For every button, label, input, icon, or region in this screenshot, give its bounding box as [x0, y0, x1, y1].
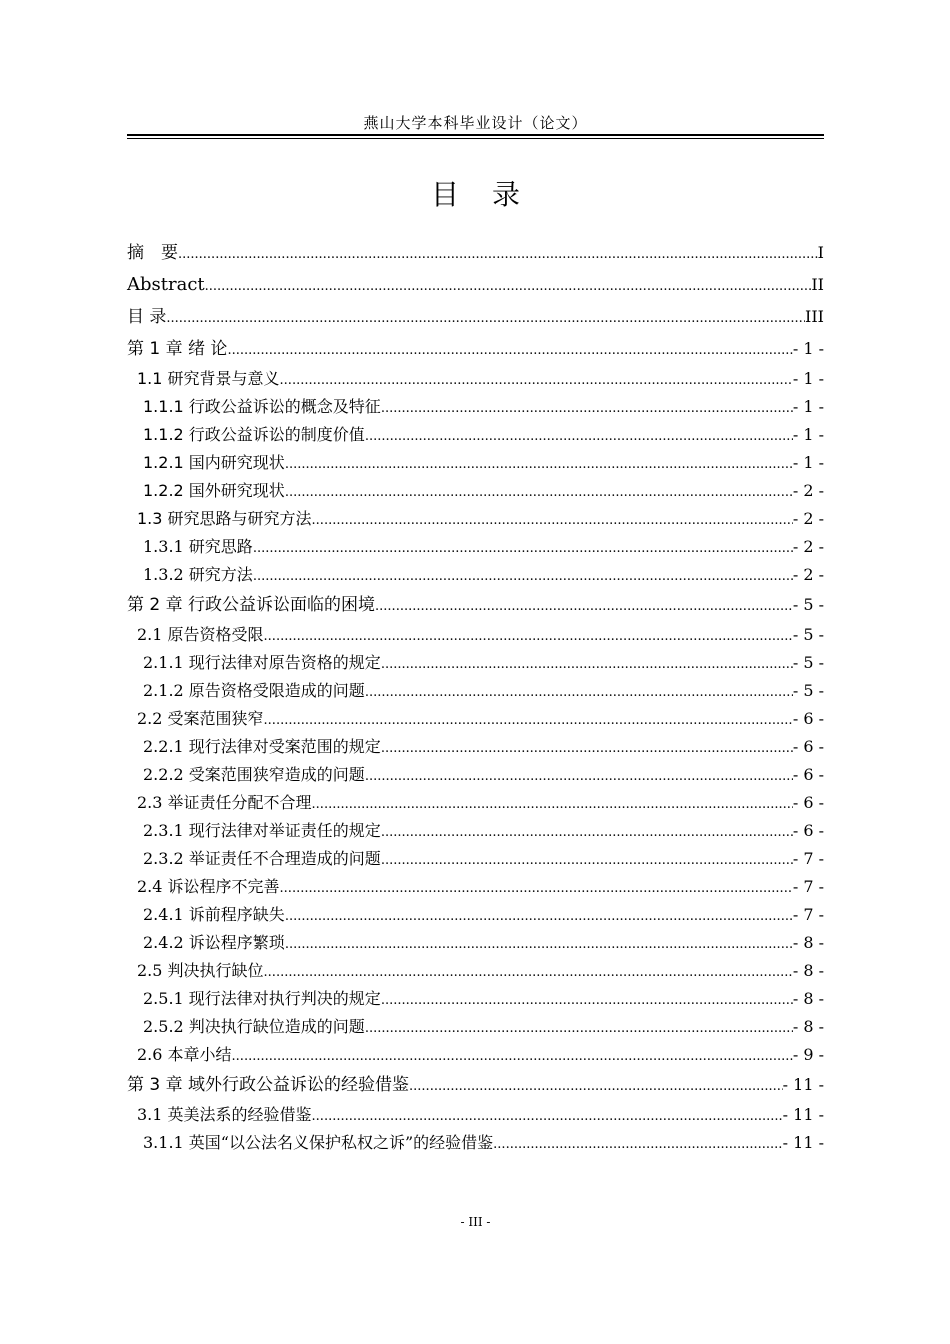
- toc-entry[interactable]: [127, 365, 824, 393]
- toc-dot-leader: [365, 423, 793, 451]
- toc-entry-label: 1.3.1 研究思路: [143, 537, 253, 556]
- toc-entry[interactable]: [127, 269, 824, 301]
- toc-entry[interactable]: [127, 985, 824, 1013]
- toc-entry[interactable]: [127, 393, 824, 421]
- toc-entry-label: 1.3 研究思路与研究方法: [137, 509, 312, 528]
- toc-entry[interactable]: [127, 761, 824, 789]
- page-number: - III -: [460, 1215, 491, 1229]
- toc-entry-page: - 1 -: [792, 369, 824, 388]
- toc-entry-page: - 9 -: [792, 1045, 824, 1064]
- toc-entry-page: - 6 -: [792, 737, 824, 756]
- toc-dot-leader: [232, 1043, 793, 1071]
- toc-entry[interactable]: [127, 789, 824, 817]
- toc-entry-page: - 1 -: [792, 425, 824, 444]
- toc-entry-label: 2.1.2 原告资格受限造成的问题: [143, 681, 365, 700]
- toc-entry[interactable]: [127, 1129, 824, 1157]
- toc-dot-leader: [365, 679, 793, 707]
- toc-dot-leader: [253, 535, 793, 563]
- toc-entry-page: - 5 -: [792, 653, 824, 672]
- toc-entry-label: 第 3 章 域外行政公益诉讼的经验借鉴: [127, 1075, 410, 1095]
- toc-entry-page: - 1 -: [792, 339, 824, 358]
- toc-entry-page: - 5 -: [792, 595, 824, 614]
- toc-entry-page: - 11 -: [782, 1105, 824, 1124]
- toc-entry[interactable]: [127, 957, 824, 985]
- toc-entry[interactable]: [127, 929, 824, 957]
- toc-entry[interactable]: [127, 733, 824, 761]
- toc-dot-leader: [381, 847, 793, 875]
- toc-entry-page: - 7 -: [792, 849, 824, 868]
- toc-entry-page: - 8 -: [792, 961, 824, 980]
- toc-entry-label: 2.4.1 诉前程序缺失: [143, 905, 285, 924]
- toc-dot-leader: [381, 819, 793, 847]
- toc-entry-page: - 11 -: [782, 1075, 824, 1094]
- toc-dot-leader: [166, 303, 805, 335]
- running-header: 燕山大学本科毕业设计（论文）: [363, 114, 588, 132]
- toc-entry[interactable]: [127, 621, 824, 649]
- toc-entry[interactable]: [127, 873, 824, 901]
- table-of-contents: [127, 237, 824, 1157]
- toc-entry-page: - 5 -: [792, 625, 824, 644]
- toc-entry-label: 1.2.1 国内研究现状: [143, 453, 285, 472]
- toc-entry-label: 1.1.2 行政公益诉讼的制度价值: [143, 425, 365, 444]
- toc-entry[interactable]: [127, 237, 824, 269]
- toc-entry-page: II: [811, 275, 824, 294]
- toc-dot-leader: [375, 591, 793, 623]
- toc-entry[interactable]: [127, 1069, 824, 1101]
- toc-entry-page: - 7 -: [792, 877, 824, 896]
- toc-entry-label: 2.2.2 受案范围狭窄造成的问题: [143, 765, 365, 784]
- toc-entry-page: - 8 -: [792, 989, 824, 1008]
- toc-entry-page: - 6 -: [792, 765, 824, 784]
- toc-entry[interactable]: [127, 1013, 824, 1041]
- toc-dot-leader: [285, 451, 793, 479]
- toc-entry-label: 1.3.2 研究方法: [143, 565, 253, 584]
- toc-entry-label: 2.6 本章小结: [137, 1045, 232, 1064]
- toc-entry[interactable]: [127, 1041, 824, 1069]
- toc-entry-page: - 2 -: [792, 537, 824, 556]
- toc-dot-leader: [227, 335, 792, 367]
- toc-entry-page: - 6 -: [792, 793, 824, 812]
- toc-entry-label: 2.5 判决执行缺位: [137, 961, 264, 980]
- toc-dot-leader: [312, 507, 793, 535]
- toc-entry[interactable]: [127, 533, 824, 561]
- toc-entry-page: - 2 -: [792, 481, 824, 500]
- toc-entry[interactable]: [127, 845, 824, 873]
- toc-entry-page: - 8 -: [792, 1017, 824, 1036]
- toc-entry[interactable]: [127, 705, 824, 733]
- toc-entry-page: - 1 -: [792, 453, 824, 472]
- toc-entry-label: 1.2.2 国外研究现状: [143, 481, 285, 500]
- toc-entry-page: - 7 -: [792, 905, 824, 924]
- toc-dot-leader: [264, 959, 793, 987]
- toc-entry[interactable]: [127, 505, 824, 533]
- toc-entry-page: - 2 -: [792, 509, 824, 528]
- toc-entry-page: - 11 -: [782, 1133, 824, 1152]
- toc-entry[interactable]: [127, 1101, 824, 1129]
- toc-entry[interactable]: [127, 817, 824, 845]
- toc-dot-leader: [264, 707, 793, 735]
- toc-entry[interactable]: [127, 333, 824, 365]
- toc-entry-label: 2.3 举证责任分配不合理: [137, 793, 312, 812]
- toc-entry-label: 摘 要: [127, 243, 178, 263]
- toc-entry[interactable]: [127, 589, 824, 621]
- toc-dot-leader: [381, 735, 793, 763]
- toc-entry-label: 2.5.2 判决执行缺位造成的问题: [143, 1017, 365, 1036]
- toc-dot-leader: [409, 1071, 783, 1103]
- toc-dot-leader: [365, 763, 793, 791]
- toc-entry-label: 2.2 受案范围狭窄: [137, 709, 264, 728]
- header-double-rule: [127, 134, 824, 139]
- toc-entry[interactable]: [127, 421, 824, 449]
- toc-entry[interactable]: [127, 649, 824, 677]
- toc-entry[interactable]: [127, 561, 824, 589]
- toc-entry-label: 2.3.1 现行法律对举证责任的规定: [143, 821, 381, 840]
- toc-dot-leader: [381, 651, 793, 679]
- toc-dot-leader: [205, 271, 812, 303]
- toc-entry-label: 2.4.2 诉讼程序繁琐: [143, 933, 285, 952]
- toc-dot-leader: [280, 367, 793, 395]
- toc-entry-page: III: [805, 307, 824, 326]
- toc-entry-label: 2.2.1 现行法律对受案范围的规定: [143, 737, 381, 756]
- toc-dot-leader: [381, 987, 793, 1015]
- toc-entry-label: 第 1 章 绪 论: [127, 339, 228, 359]
- toc-dot-leader: [493, 1131, 782, 1159]
- toc-entry-label: 2.5.1 现行法律对执行判决的规定: [143, 989, 381, 1008]
- toc-entry[interactable]: [127, 477, 824, 505]
- toc-dot-leader: [253, 563, 793, 591]
- toc-dot-leader: [264, 623, 793, 651]
- toc-dot-leader: [285, 903, 793, 931]
- toc-entry-page: - 6 -: [792, 709, 824, 728]
- toc-entry-page: - 8 -: [792, 933, 824, 952]
- toc-entry-label: 2.3.2 举证责任不合理造成的问题: [143, 849, 381, 868]
- toc-dot-leader: [381, 395, 793, 423]
- toc-entry-label: 目 录: [127, 307, 167, 327]
- toc-entry[interactable]: [127, 301, 824, 333]
- toc-entry-page: - 1 -: [792, 397, 824, 416]
- toc-dot-leader: [178, 239, 818, 271]
- toc-entry-label: 3.1.1 英国“以公法名义保护私权之诉”的经验借鉴: [143, 1133, 494, 1152]
- toc-entry-label: 3.1 英美法系的经验借鉴: [137, 1105, 312, 1124]
- toc-entry-page: - 5 -: [792, 681, 824, 700]
- toc-entry[interactable]: [127, 449, 824, 477]
- toc-entry-page: - 6 -: [792, 821, 824, 840]
- toc-entry-label: 2.1.1 现行法律对原告资格的规定: [143, 653, 381, 672]
- toc-dot-leader: [365, 1015, 793, 1043]
- toc-dot-leader: [312, 791, 793, 819]
- toc-dot-leader: [312, 1103, 783, 1131]
- toc-dot-leader: [285, 931, 793, 959]
- toc-dot-leader: [280, 875, 793, 903]
- toc-entry-page: I: [817, 243, 824, 262]
- toc-entry[interactable]: [127, 677, 824, 705]
- toc-dot-leader: [285, 479, 793, 507]
- toc-entry-label: 2.1 原告资格受限: [137, 625, 264, 644]
- page-title: 目 录: [431, 178, 532, 211]
- toc-entry[interactable]: [127, 901, 824, 929]
- toc-entry-label: 1.1.1 行政公益诉讼的概念及特征: [143, 397, 381, 416]
- toc-entry-label: 第 2 章 行政公益诉讼面临的困境: [127, 595, 376, 615]
- toc-entry-label: 2.4 诉讼程序不完善: [137, 877, 280, 896]
- toc-entry-label: 1.1 研究背景与意义: [137, 369, 280, 388]
- toc-entry-page: - 2 -: [792, 565, 824, 584]
- toc-entry-label: Abstract: [127, 274, 205, 295]
